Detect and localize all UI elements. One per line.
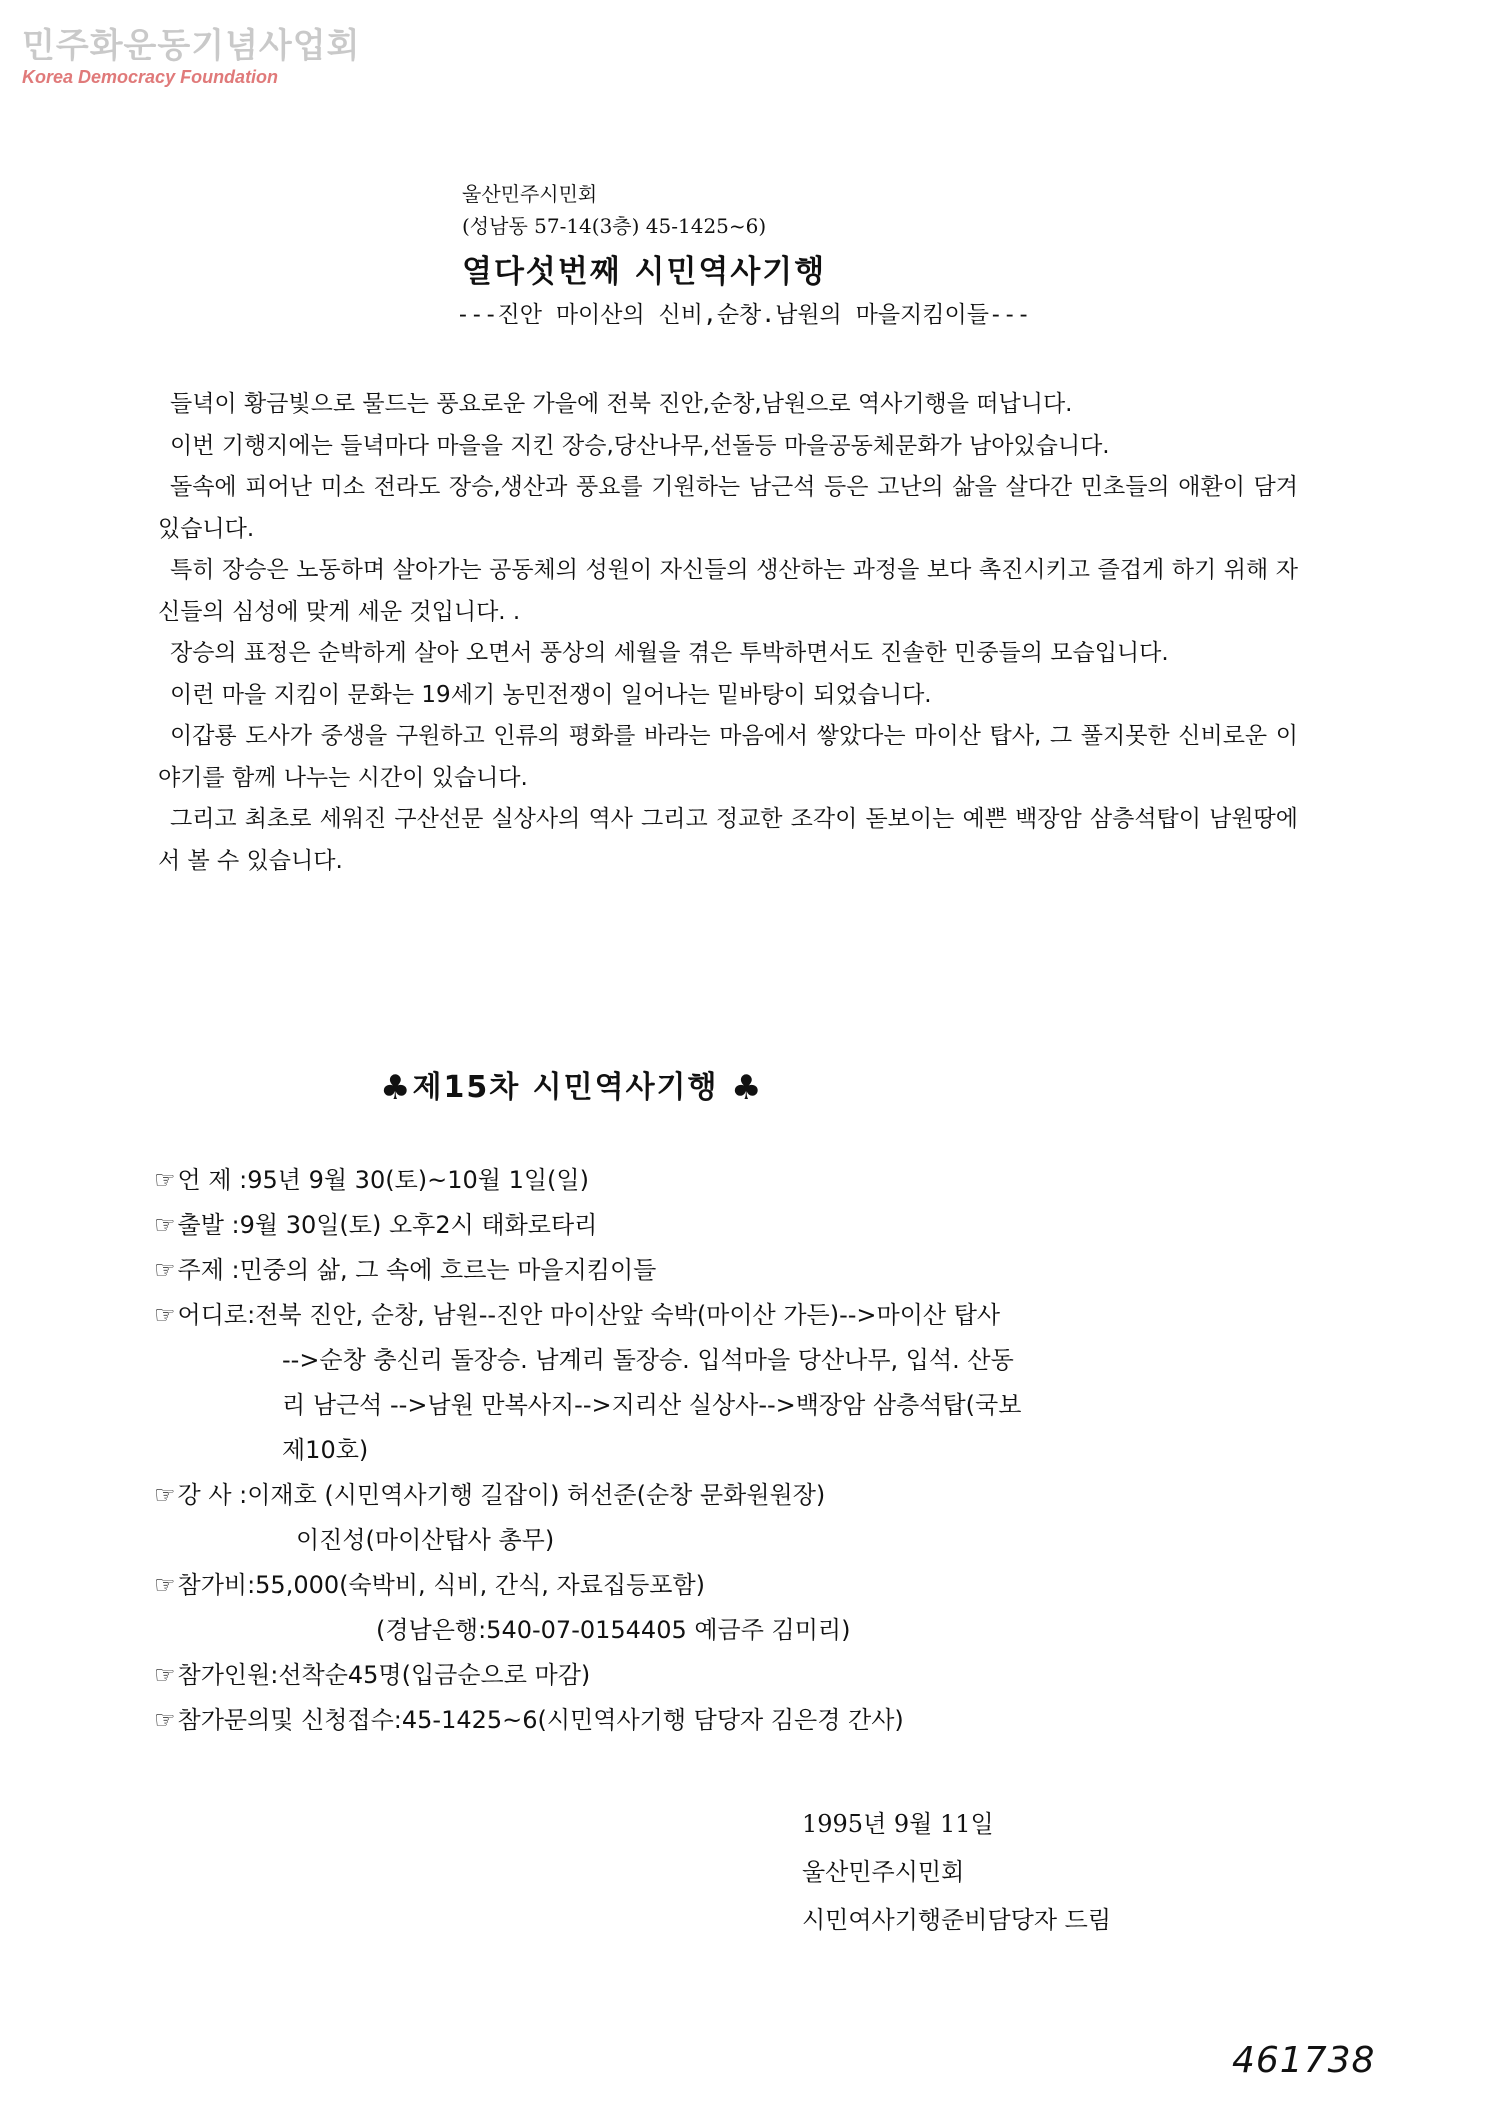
body-paragraphs — [158, 384, 1298, 882]
detail-where-continued — [154, 1383, 1304, 1428]
detail-fee-bank — [154, 1608, 1304, 1653]
header-address: (성남동 57-14(3층) 45-1425~6) — [462, 214, 767, 238]
detail-label: 참가비: — [177, 1571, 256, 1599]
pointing-hand-icon: ☞ — [154, 1571, 176, 1599]
logo-korean-text: 민주화운동기념사업회 — [22, 26, 361, 66]
detail-label: 언 제 : — [177, 1166, 248, 1194]
club-icon: ♣ — [380, 1068, 413, 1108]
detail-value: 제10호) — [282, 1436, 369, 1464]
closing-signature: 시민여사기행준비담당자 드림 — [802, 1906, 1112, 1934]
section-heading-text: 제15차 시민역사기행 — [412, 1070, 719, 1105]
detail-where — [154, 1293, 1304, 1338]
detail-when — [154, 1158, 1304, 1203]
detail-fee — [154, 1563, 1304, 1608]
pointing-hand-icon: ☞ — [154, 1256, 176, 1284]
body-paragraph: 이갑룡 도사가 중생을 구원하고 인류의 평화를 바라는 마음에서 쌓았다는 마이산 탑사, 그 풀지못한 신비로운 이야기를 함께 나누는 시간이 있습니다. — [158, 723, 1298, 791]
detail-value: 9월 30일(토) 오후2시 태화로타리 — [239, 1211, 598, 1239]
detail-value: 45-1425~6(시민역사기행 담당자 김은경 간사) — [401, 1706, 904, 1734]
section-heading — [380, 1062, 763, 1108]
detail-lecturers — [154, 1473, 1304, 1518]
pointing-hand-icon: ☞ — [154, 1706, 176, 1734]
detail-value: -->순창 충신리 돌장승. 남계리 돌장승. 입석마을 당산나무, 입석. 산동 — [282, 1346, 1014, 1374]
detail-contact — [154, 1698, 1304, 1743]
archive-number: 461738 — [1232, 2040, 1376, 2081]
pointing-hand-icon: ☞ — [154, 1481, 176, 1509]
document-title: 열다섯번째 시민역사기행 — [462, 254, 827, 290]
body-paragraph: 이번 기행지에는 들녁마다 마을을 지킨 장승,당산나무,선돌등 마을공동체문화가 남아있습니다. — [170, 432, 1110, 459]
body-paragraph: 돌속에 피어난 미소 전라도 장승,생산과 풍요를 기원하는 남근석 등은 고난의 삶을 살다간 민초들의 애환이 담겨 있습니다. — [158, 474, 1298, 542]
pointing-hand-icon: ☞ — [154, 1211, 176, 1239]
detail-label: 참가문의및 신청접수: — [177, 1706, 402, 1734]
document-subtitle: ---진안 마이산의 신비,순창.남원의 마을지킴이들--- — [456, 302, 1031, 328]
detail-label: 출발 : — [177, 1211, 240, 1239]
detail-label: 어디로: — [177, 1301, 256, 1329]
body-paragraph: 들녁이 황금빛으로 물드는 풍요로운 가을에 전북 진안,순창,남원으로 역사기행을 떠납니다. — [170, 391, 1073, 417]
closing-organization: 울산민주시민회 — [802, 1858, 965, 1886]
header-organization: 울산민주시민회 — [462, 182, 598, 206]
detail-value: 이재호 (시민역사기행 길잡이) 허선준(순창 문화원원장) — [247, 1481, 826, 1509]
detail-value: 95년 9월 30(토)~10월 1일(일) — [247, 1166, 589, 1194]
detail-label: 참가인원: — [177, 1661, 279, 1689]
detail-value: 전북 진안, 순창, 남원--진안 마이산앞 숙박(마이산 가든)-->마이산 탑사 — [255, 1301, 1001, 1329]
detail-lecturers-continued — [154, 1518, 1304, 1563]
bank-account: (경남은행:540-07-0154405 예금주 김미리) — [376, 1616, 851, 1644]
detail-value: 선착순45명(입금순으로 마감) — [278, 1661, 591, 1689]
document-header — [456, 178, 1242, 334]
closing-block — [802, 1800, 1111, 1944]
club-icon: ♣ — [730, 1068, 764, 1108]
detail-where-continued — [154, 1338, 1304, 1383]
detail-value: 리 남근석 -->남원 만복사지-->지리산 실상사-->백장암 삼층석탑(국보 — [282, 1391, 1022, 1419]
event-details — [154, 1158, 1304, 1743]
detail-departure — [154, 1203, 1304, 1248]
body-paragraph: 장승의 표정은 순박하게 살아 오면서 풍상의 세월을 겪은 투박하면서도 진솔한 민중들의 모습입니다. — [170, 640, 1169, 666]
detail-label: 강 사 : — [177, 1481, 248, 1509]
detail-theme — [154, 1248, 1304, 1293]
pointing-hand-icon: ☞ — [154, 1166, 176, 1194]
detail-value: 민중의 삶, 그 속에 흐르는 마을지킴이들 — [239, 1256, 657, 1284]
detail-value: 이진성(마이산탑사 총무) — [296, 1526, 555, 1554]
body-paragraph: 이런 마을 지킴이 문화는 19세기 농민전쟁이 일어나는 밑바탕이 되었습니다. — [170, 681, 932, 708]
foundation-logo — [22, 18, 360, 88]
pointing-hand-icon: ☞ — [154, 1661, 176, 1689]
detail-capacity — [154, 1653, 1304, 1698]
logo-english-text: Korea Democracy Foundation — [22, 67, 279, 87]
pointing-hand-icon: ☞ — [154, 1301, 176, 1329]
closing-date: 1995년 9월 11일 — [802, 1810, 994, 1838]
body-paragraph: 그리고 최초로 세워진 구산선문 실상사의 역사 그리고 정교한 조각이 돋보이는 예쁜 백장암 삼층석탑이 남원땅에서 볼 수 있습니다. — [158, 806, 1298, 874]
detail-label: 주제 : — [177, 1256, 240, 1284]
body-paragraph: 특히 장승은 노동하며 살아가는 공동체의 성원이 자신들의 생산하는 과정을 보다 촉진시키고 즐겁게 하기 위해 자신들의 심성에 맞게 세운 것입니다. . — [158, 557, 1298, 625]
detail-value: 55,000(숙박비, 식비, 간식, 자료집등포함) — [255, 1571, 706, 1599]
detail-where-continued — [154, 1428, 1304, 1473]
